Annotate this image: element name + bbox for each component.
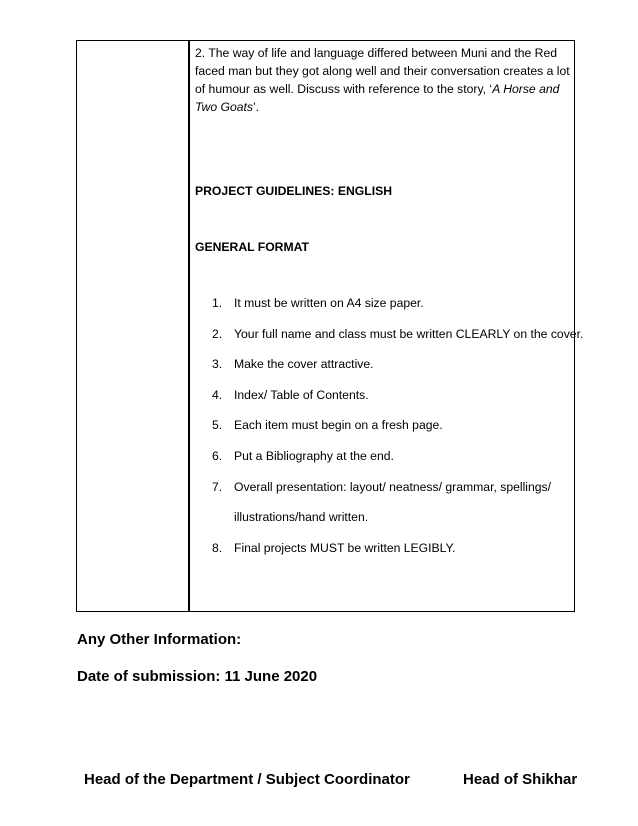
other-information-label: Any Other Information: [77,631,242,648]
discussion-question [195,44,571,116]
list-item: 4. Index/ Table of Contents. [212,388,369,402]
list-item: 5. Each item must begin on a fresh page. [212,418,443,432]
story-title: A Horse and Two Goats [195,82,560,114]
list-item-continuation: illustrations/hand written. [234,510,369,524]
question-text: 2. The way of life and language differed between Muni and the Red faced man but they got along well and their conversation creates a lot of humour as well. Discuss with reference to the story, ‘ [195,46,570,96]
submission-date: Date of submission: 11 June 2020 [77,668,318,685]
project-guidelines-heading: PROJECT GUIDELINES: ENGLISH [195,184,393,198]
list-item: 1. It must be written on A4 size paper. [212,296,424,310]
guidelines-table [76,40,575,612]
list-item: 8. Final projects MUST be written LEGIBLY. [212,541,456,555]
list-item: 7. Overall presentation: layout/ neatness/ grammar, spellings/ [212,480,552,494]
list-item: 3. Make the cover attractive. [212,357,374,371]
general-format-heading: GENERAL FORMAT [195,240,309,254]
list-item: 2. Your full name and class must be written CLEARLY on the cover. [212,327,584,341]
list-item: 6. Put a Bibliography at the end. [212,449,394,463]
table-column-divider [188,40,190,612]
signatory-right: Head of Shikhar [463,771,578,788]
question-text-end: ’. [253,100,260,114]
signatory-left: Head of the Department / Subject Coordinator [84,771,410,788]
